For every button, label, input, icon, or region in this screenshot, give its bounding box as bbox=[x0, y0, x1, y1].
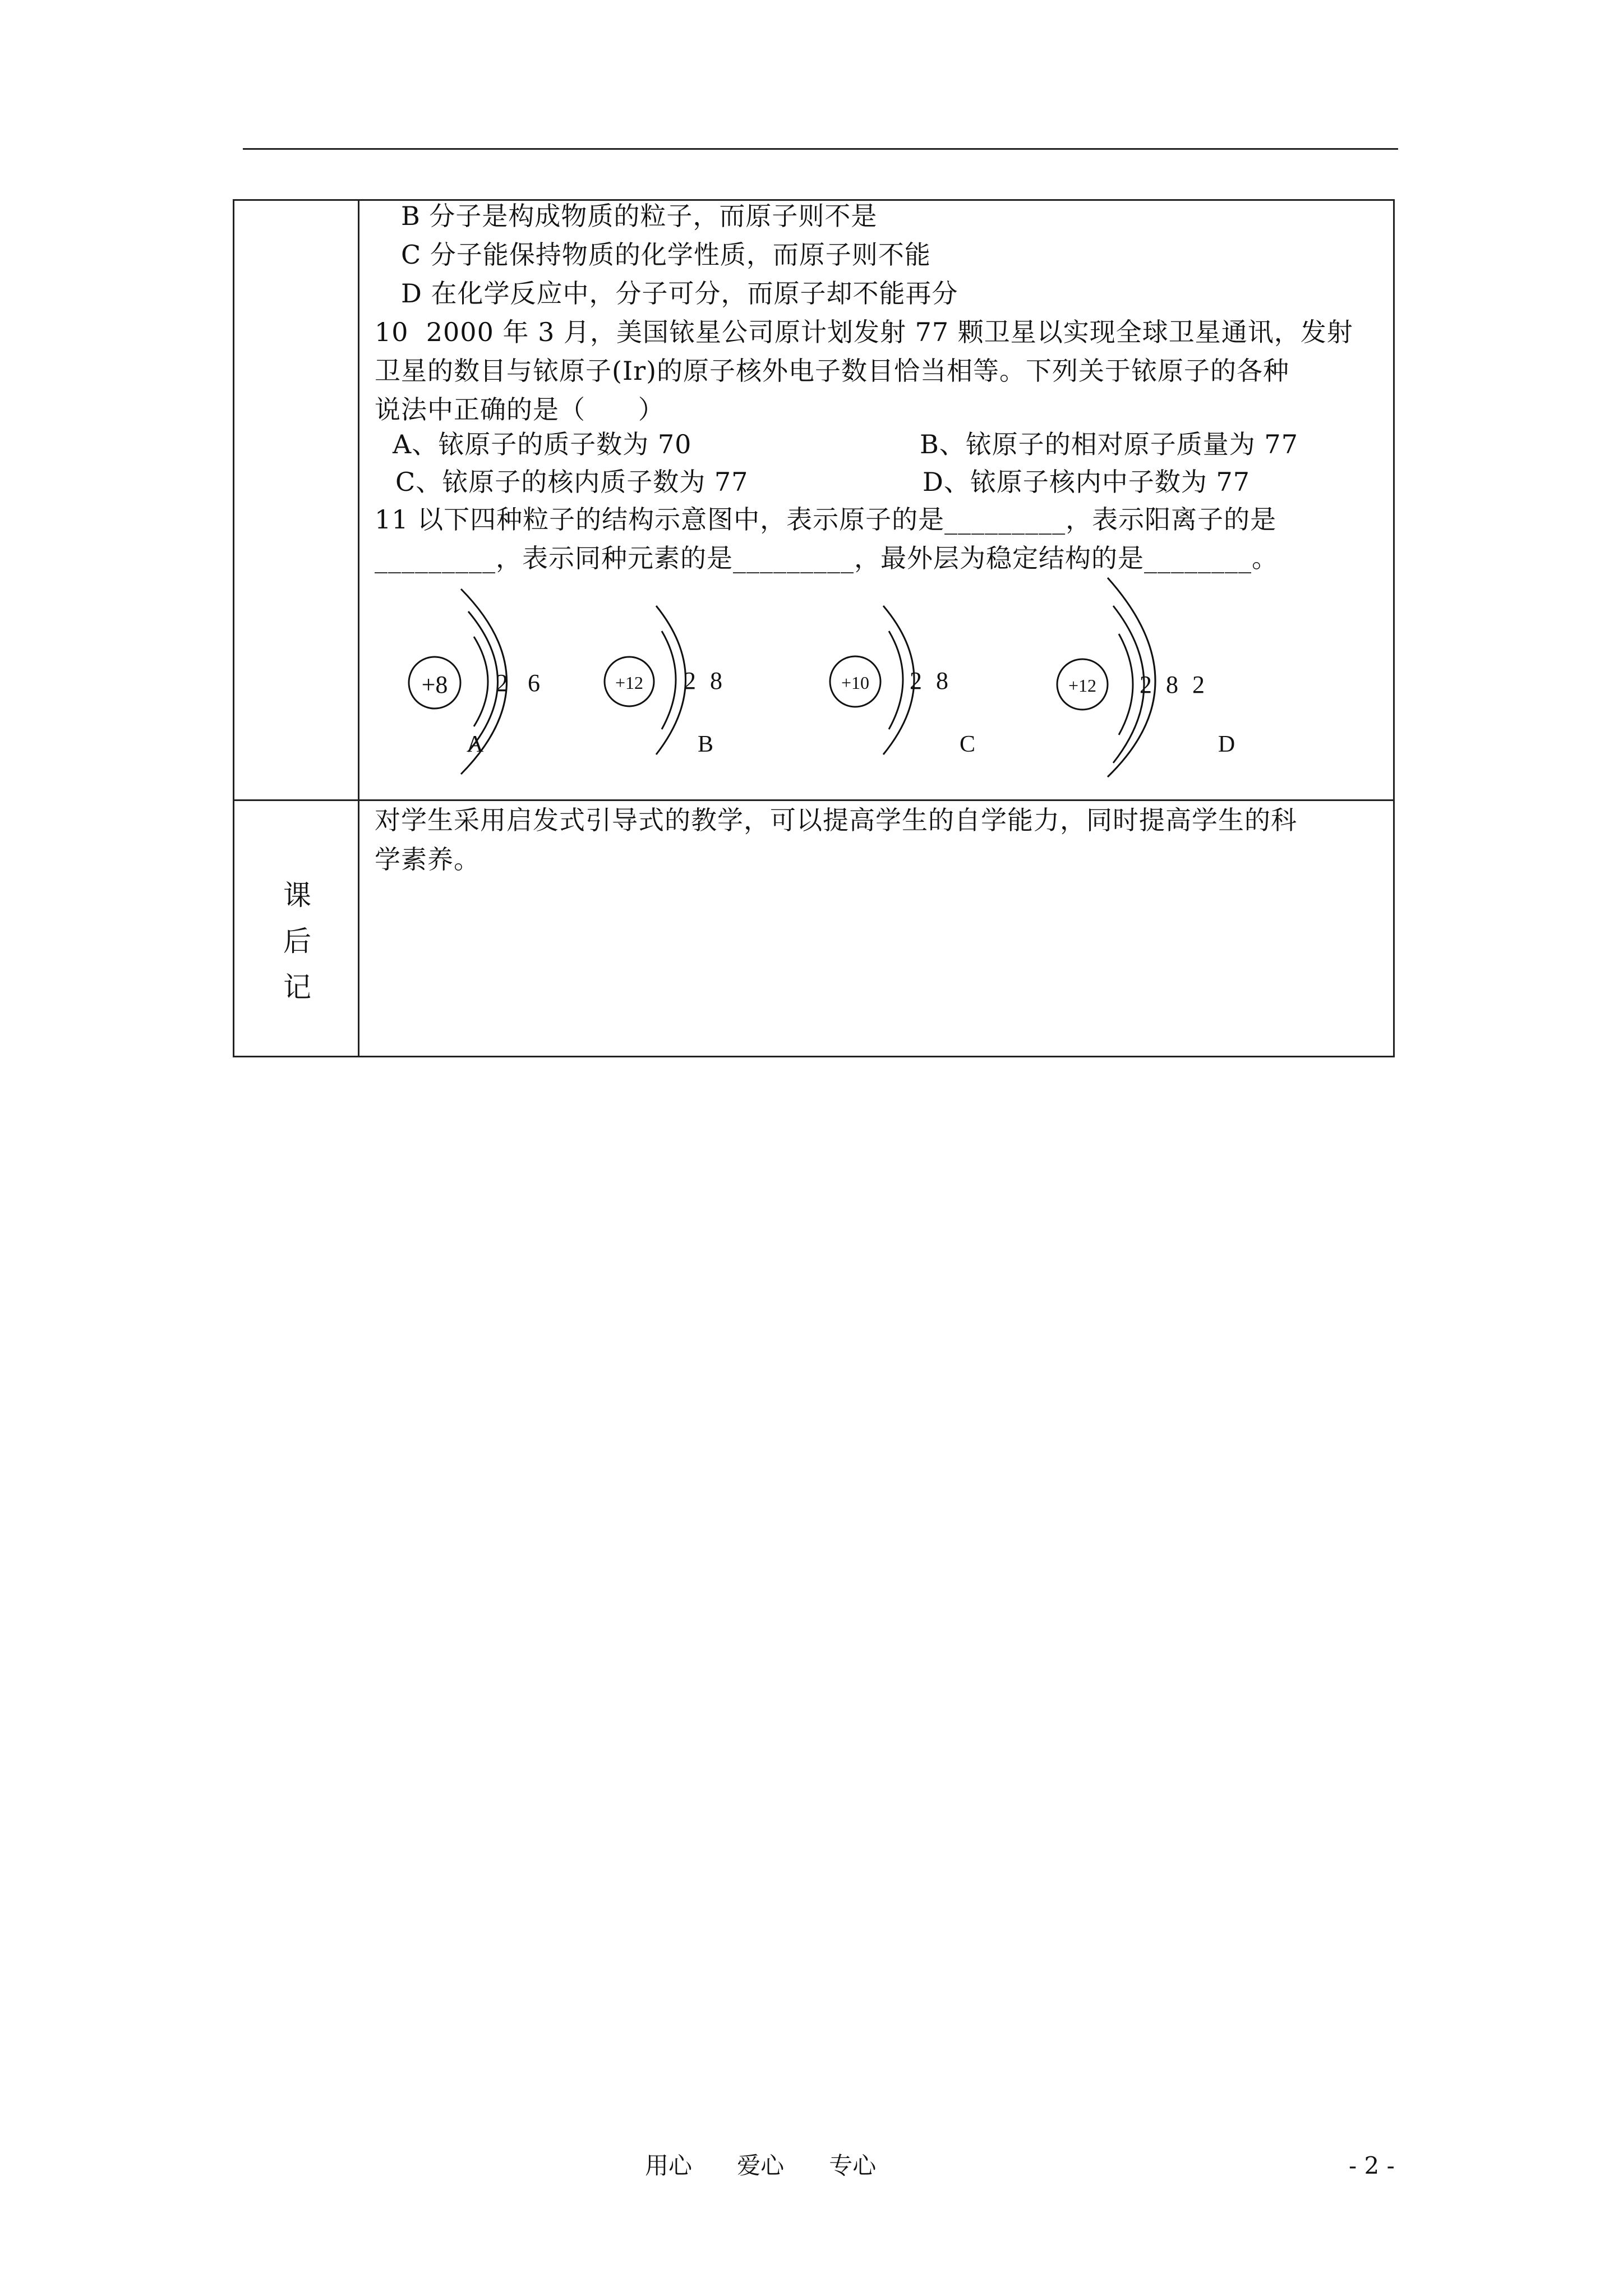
question-10-line-2: 卫星的数目与铱原子(Ir)的原子核外电子数目恰当相等。下列关于铱原子的各种 bbox=[375, 356, 1290, 386]
diagram-b-nucleus: +12 bbox=[615, 673, 644, 693]
afterword-label bbox=[280, 872, 314, 1010]
diagram-b-label: B bbox=[697, 731, 714, 757]
afterword-line-1: 对学生采用启发式引导式的教学，可以提高学生的自学能力，同时提高学生的科 bbox=[375, 805, 1297, 835]
header-rule bbox=[243, 148, 1398, 150]
question-10-choice-c: C、铱原子的核内质子数为 77 bbox=[395, 467, 749, 497]
diagram-b-shell-2: 8 bbox=[710, 667, 722, 694]
diagram-a-shell-2: 6 bbox=[528, 669, 540, 697]
diagram-c-shell-1: 2 bbox=[910, 667, 922, 694]
diagram-a-label: A bbox=[466, 731, 484, 757]
diagram-a-nucleus: +8 bbox=[421, 671, 448, 698]
diagram-d-label: D bbox=[1218, 731, 1235, 757]
atomic-structure-diagrams bbox=[359, 567, 1391, 780]
diagram-c bbox=[830, 606, 975, 757]
diagram-d-nucleus: +12 bbox=[1068, 675, 1097, 696]
afterword-label-char-1: 课 bbox=[283, 879, 311, 912]
option-d: D 在化学反应中，分子可分，而原子却不能再分 bbox=[401, 278, 958, 309]
afterword-label-char-2: 后 bbox=[283, 925, 311, 958]
question-10-choice-b: B、铱原子的相对原子质量为 77 bbox=[920, 429, 1298, 459]
question-10-line-3: 说法中正确的是（ ） bbox=[375, 394, 665, 425]
question-10-choice-a: A、铱原子的质子数为 70 bbox=[393, 429, 692, 459]
diagram-b bbox=[605, 606, 722, 757]
option-c: C 分子能保持物质的化学性质，而原子则不能 bbox=[401, 240, 931, 270]
diagram-c-shell-2: 8 bbox=[936, 667, 948, 694]
diagram-c-label: C bbox=[959, 731, 976, 757]
diagram-a-shell-1: 2 bbox=[496, 669, 508, 697]
page-number: - 2 - bbox=[1349, 2152, 1395, 2179]
question-10-line-1: 10 2000 年 3 月，美国铱星公司原计划发射 77 颗卫星以实现全球卫星通讯，发射 bbox=[375, 317, 1353, 347]
diagram-b-shell-1: 2 bbox=[684, 667, 696, 694]
diagram-c-nucleus: +10 bbox=[841, 673, 870, 693]
question-11-line-1: 11 以下四种粒子的结构示意图中，表示原子的是_________，表示阳离子的是 bbox=[375, 504, 1277, 535]
diagram-d bbox=[1057, 578, 1235, 777]
option-b: B 分子是构成物质的粒子，而原子则不是 bbox=[401, 201, 878, 231]
diagram-d-shell-2: 8 bbox=[1166, 671, 1178, 698]
diagram-d-shell-3: 2 bbox=[1192, 671, 1205, 698]
afterword-line-2: 学素养。 bbox=[375, 844, 480, 875]
question-11-line-2: _________，表示同种元素的是_________，最外层为稳定结构的是________。 bbox=[375, 543, 1278, 573]
diagram-d-shell-1: 2 bbox=[1140, 671, 1152, 698]
footer-motto: 用心 爱心 专心 bbox=[645, 2152, 877, 2179]
diagram-a bbox=[409, 589, 540, 774]
afterword-label-char-3: 记 bbox=[283, 971, 311, 1004]
question-10-choice-d: D、铱原子核内中子数为 77 bbox=[923, 467, 1251, 497]
table-row-divider bbox=[233, 799, 1395, 801]
